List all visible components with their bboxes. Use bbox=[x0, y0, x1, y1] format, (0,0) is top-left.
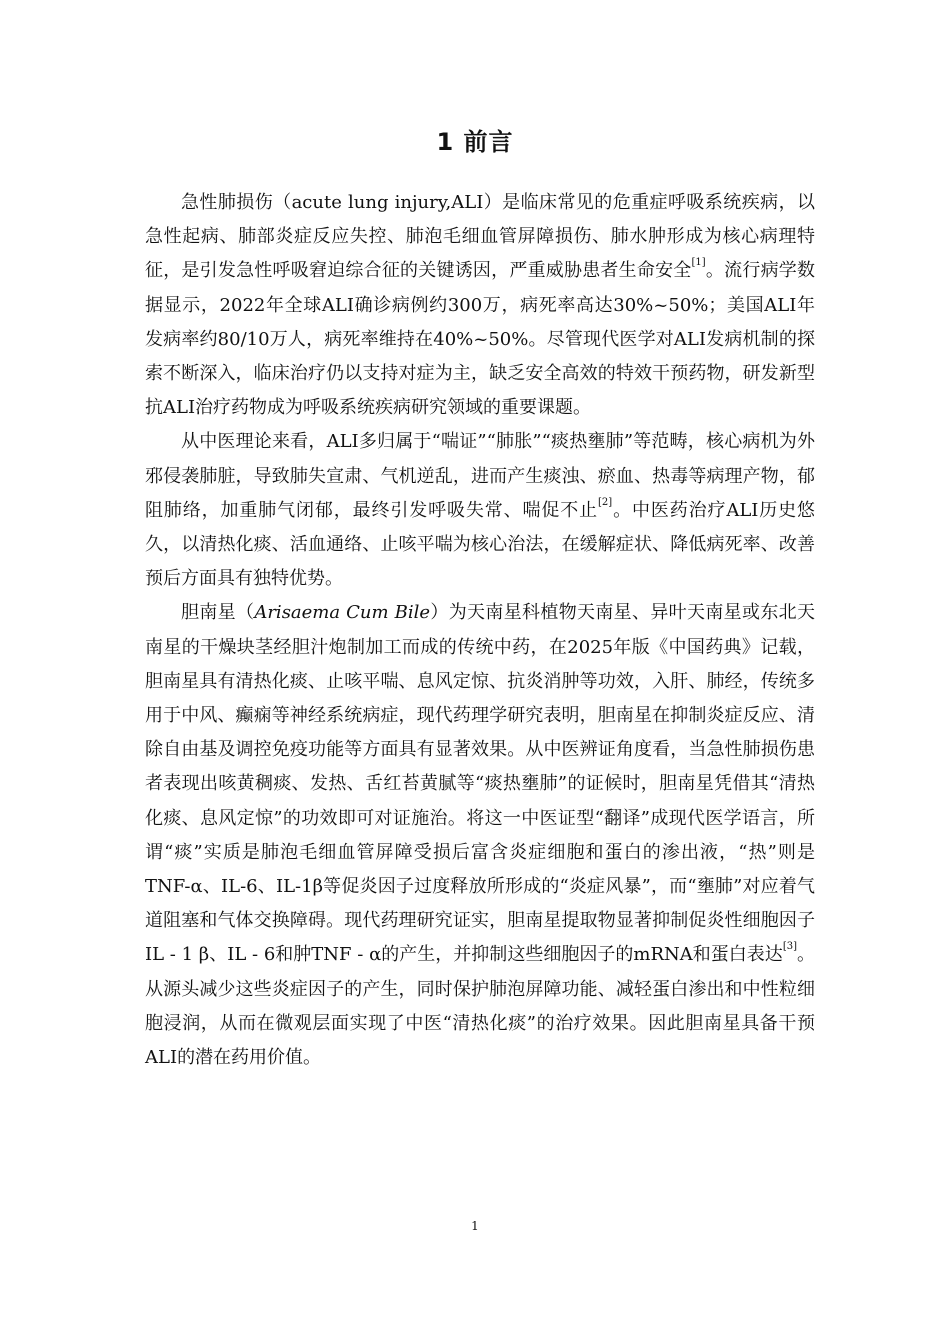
paragraph-text: 从中医理论来看，ALI多归属于“喘证”“肺胀”“痰热壅肺”等范畴，核心病机为外邪侵袭肺脏，导致肺失宣肃、气机逆乱，进而产生痰浊、瘀血、热毒等病理产物，郁阻肺络，加重肺气闭郁，最终引发呼吸失常、喘促不止 bbox=[145, 431, 815, 521]
paragraph-text: ）为天南星科植物天南星、异叶天南星或东北天南星的干燥块茎经胆汁炮制加工而成的传统中药，在2025年版《中国药典》记载，胆南星具有清热化痰、止咳平喘、息风定惊、抗炎消肿等功效，入肝、肺经，传统多用于中风、癫痫等神经系统病症，现代药理学研究表明，胆南星在抑制炎症反应、清除自由基及调控免疫功能等方面具有显著效果。从中医辨证角度看，当急性肺损伤患者表现出咳黄稠痰、发热、舌红苔黄腻等“痰热壅肺”的证候时，胆南星凭借其“清热化痰、息风定惊”的功效即可对证施治。将这一中医证型“翻译”成现代医学语言，所谓“痰”实质是肺泡毛细血管屏障受损后富含炎症细胞和蛋白的渗出液，“热”则是TNF-α、IL-6、IL-1β等促炎因子过度释放所形成的“炎症风暴”，而“壅肺”对应着气道阻塞和气体交换障碍。现代药理研究证实，胆南星提取物显著抑制促炎性细胞因子IL - 1 β、IL - 6和肿TNF - α的产生，并抑制这些细胞因子的mRNA和蛋白表达 bbox=[145, 602, 815, 966]
body-text bbox=[145, 186, 815, 1075]
paragraph-text: 。流行病学数据显示，2022年全球ALI确诊病例约300万，病死率高达30%~50%；美国ALI年发病率约80/10万人，病死率维持在40%~50%。尽管现代医学对ALI发病机制的探索不断深入，临床治疗仍以支持对症为主，缺乏安全高效的特效干预药物，研发新型抗ALI治疗药物成为呼吸系统疾病研究领域的重要课题。 bbox=[145, 260, 816, 419]
paragraph-2 bbox=[145, 425, 815, 596]
paragraph-text: 急性肺损伤（acute lung injury,ALI）是临床常见的危重症呼吸系统疾病，以急性起病、肺部炎症反应失控、肺泡毛细血管屏障损伤、肺水肿形成为核心病理特征，是引发急性呼吸窘迫综合征的关键诱因，严重威胁患者生命安全 bbox=[145, 192, 815, 282]
page-number: 1 bbox=[471, 1219, 479, 1233]
citation-1: [1] bbox=[691, 257, 706, 269]
section-title: 1 前言 bbox=[436, 128, 514, 156]
paragraph-text: 。中医药治疗ALI历史悠久，以清热化痰、活血通络、止咳平喘为核心治法，在缓解症状、降低病死率、改善预后方面具有独特优势。 bbox=[145, 499, 816, 590]
paragraph-1 bbox=[145, 186, 815, 425]
citation-3: [3] bbox=[782, 941, 797, 953]
paragraph-3 bbox=[145, 596, 815, 1075]
paragraph-text: 。从源头减少这些炎症因子的产生，同时保护肺泡屏障功能、减轻蛋白渗出和中性粒细胞浸润，从而在微观层面实现了中医“清热化痰”的治疗效果。因此胆南星具备干预ALI的潜在药用价值。 bbox=[145, 944, 815, 1069]
paragraph-text: 胆南星（ bbox=[181, 602, 255, 624]
citation-2: [2] bbox=[598, 496, 613, 508]
latin-name: Arisaema Cum Bile bbox=[254, 602, 431, 624]
